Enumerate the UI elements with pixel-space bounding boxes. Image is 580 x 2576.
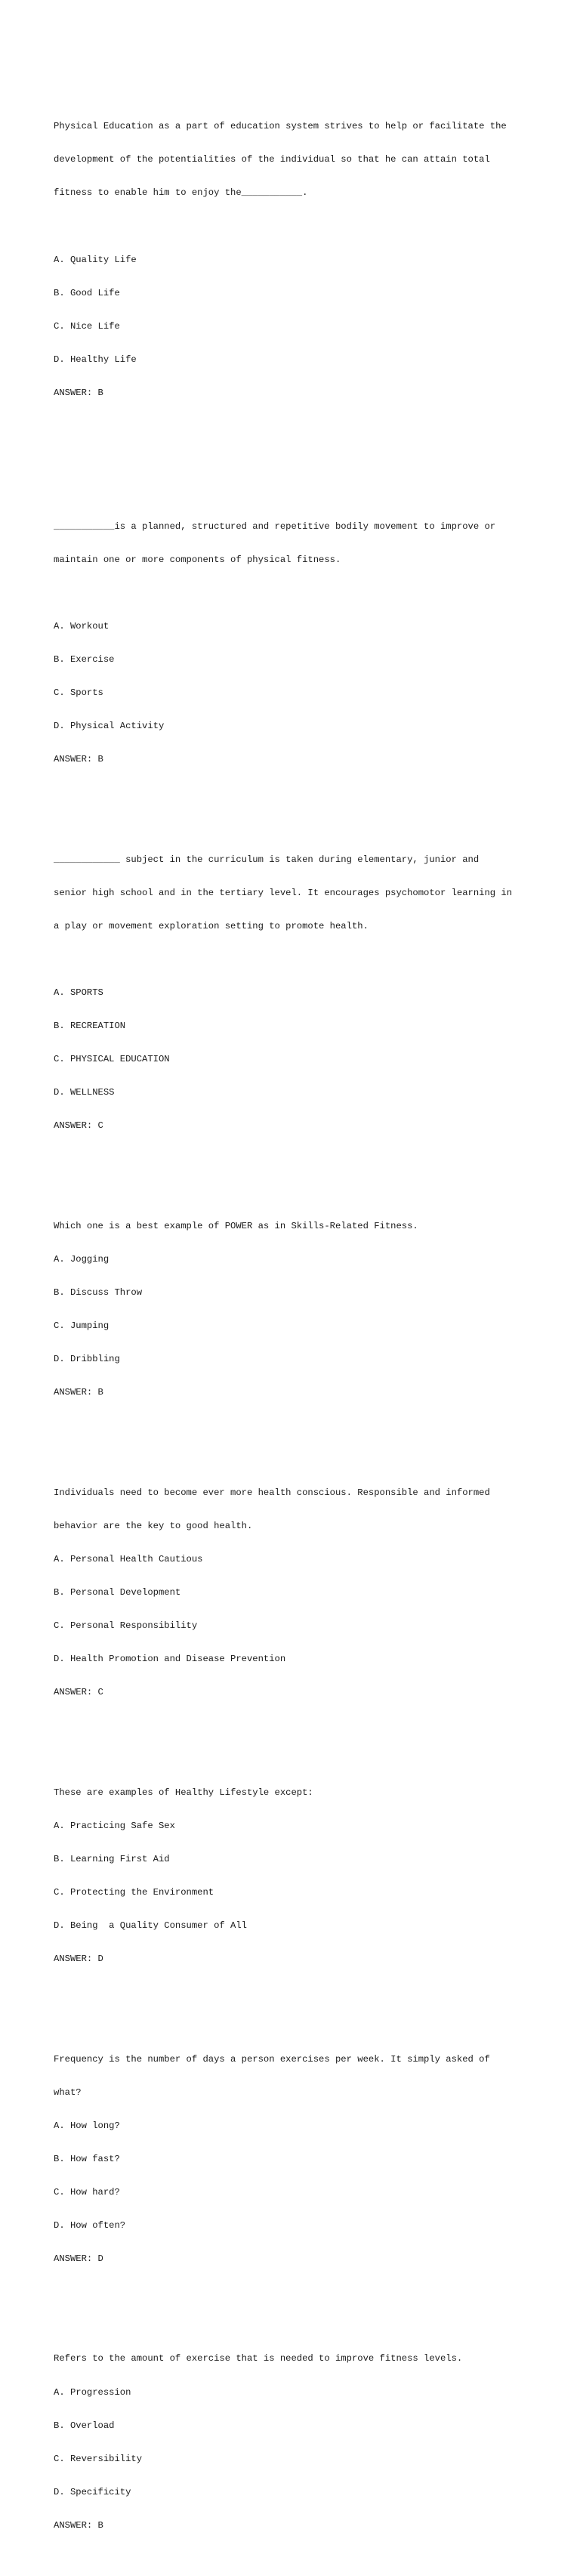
option-d: D. How often? xyxy=(54,2220,126,2232)
question-text-line: a play or movement exploration setting to promote health. xyxy=(54,920,369,931)
question-text-line: senior high school and in the tertiary level. It encourages psychomotor learning in xyxy=(54,887,513,898)
question-block xyxy=(54,1465,537,1720)
answer-line: ANSWER: B xyxy=(54,1387,103,1398)
option-b: B. RECREATION xyxy=(54,1021,126,1032)
spacer xyxy=(54,221,537,233)
option-b: B. Personal Development xyxy=(54,1586,181,1598)
question-text-line: These are examples of Healthy Lifestyle except: xyxy=(54,1787,313,1798)
spacer xyxy=(54,421,537,432)
question-block xyxy=(54,1198,537,1420)
question-block xyxy=(54,2031,537,2287)
option-d: D. Dribbling xyxy=(54,1354,120,1365)
option-b: B. Good Life xyxy=(54,287,120,298)
option-b: B. Overload xyxy=(54,2420,115,2431)
option-d: D. Physical Activity xyxy=(54,721,165,732)
option-b: B. Discuss Throw xyxy=(54,1286,143,1298)
question-text-line: maintain one or more components of physical fitness. xyxy=(54,554,341,565)
option-a: A. Quality Life xyxy=(54,254,137,265)
option-a: A. How long? xyxy=(54,2120,120,2131)
option-b: B. Learning First Aid xyxy=(54,1853,170,1864)
question-block xyxy=(54,2331,537,2553)
option-a: A. SPORTS xyxy=(54,987,103,998)
option-c: C. Nice Life xyxy=(54,320,120,332)
question-text-line: Which one is a best example of POWER as in Skills-Related Fitness. xyxy=(54,1220,418,1231)
option-a: A. Practicing Safe Sex xyxy=(54,1820,175,1831)
option-d: D. Health Promotion and Disease Prevention xyxy=(54,1654,286,1665)
document-page xyxy=(54,54,537,2576)
answer-line: ANSWER: D xyxy=(54,2253,103,2265)
question-text-line: Individuals need to become ever more health conscious. Responsible and informed xyxy=(54,1487,490,1498)
answer-line: ANSWER: D xyxy=(54,1954,103,1965)
option-c: C. Sports xyxy=(54,687,103,699)
option-a: A. Jogging xyxy=(54,1253,110,1265)
option-a: A. Personal Health Cautious xyxy=(54,1553,203,1564)
question-text-line: behavior are the key to good health. xyxy=(54,1520,253,1531)
option-a: A. Workout xyxy=(54,620,110,632)
answer-line: ANSWER: B xyxy=(54,388,103,399)
option-d: D. WELLNESS xyxy=(54,1087,115,1098)
option-d: D. Healthy Life xyxy=(54,354,137,365)
option-c: C. Protecting the Environment xyxy=(54,1886,214,1898)
question-text-line: ___________is a planned, structured and repetitive bodily movement to improve or xyxy=(54,520,496,532)
question-text-line: ____________ subject in the curriculum is taken during elementary, junior and xyxy=(54,854,480,865)
spacer xyxy=(54,954,537,965)
question-block xyxy=(54,499,537,787)
option-d: D. Specificity xyxy=(54,2486,131,2497)
question-text-line: fitness to enable him to enjoy the___________. xyxy=(54,187,308,199)
option-c: C. How hard? xyxy=(54,2186,120,2198)
option-c: C. Personal Responsibility xyxy=(54,1620,198,1632)
option-b: B. How fast? xyxy=(54,2153,120,2164)
question-block xyxy=(54,832,537,1154)
option-c: C. PHYSICAL EDUCATION xyxy=(54,1054,170,1065)
question-block xyxy=(54,99,537,454)
question-text-line: Physical Education as a part of education system strives to help or facilitate the xyxy=(54,121,507,132)
question-text-line: development of the potentialities of the individual so that he can attain total xyxy=(54,154,490,165)
question-text-line: Frequency is the number of days a person exercises per week. It simply asked of xyxy=(54,2053,490,2065)
question-text-line: what? xyxy=(54,2086,82,2098)
answer-line: ANSWER: B xyxy=(54,2520,103,2531)
answer-line: ANSWER: C xyxy=(54,1687,103,1698)
option-d: D. Being a Quality Consumer of All xyxy=(54,1920,247,1932)
answer-line: ANSWER: C xyxy=(54,1120,103,1132)
option-c: C. Jumping xyxy=(54,1320,110,1332)
option-b: B. Exercise xyxy=(54,653,115,665)
option-c: C. Reversibility xyxy=(54,2453,143,2464)
question-text-line: Refers to the amount of exercise that is needed to improve fitness levels. xyxy=(54,2353,463,2364)
answer-line: ANSWER: B xyxy=(54,754,103,765)
question-block xyxy=(54,1765,537,1987)
option-a: A. Progression xyxy=(54,2386,131,2398)
spacer xyxy=(54,588,537,599)
